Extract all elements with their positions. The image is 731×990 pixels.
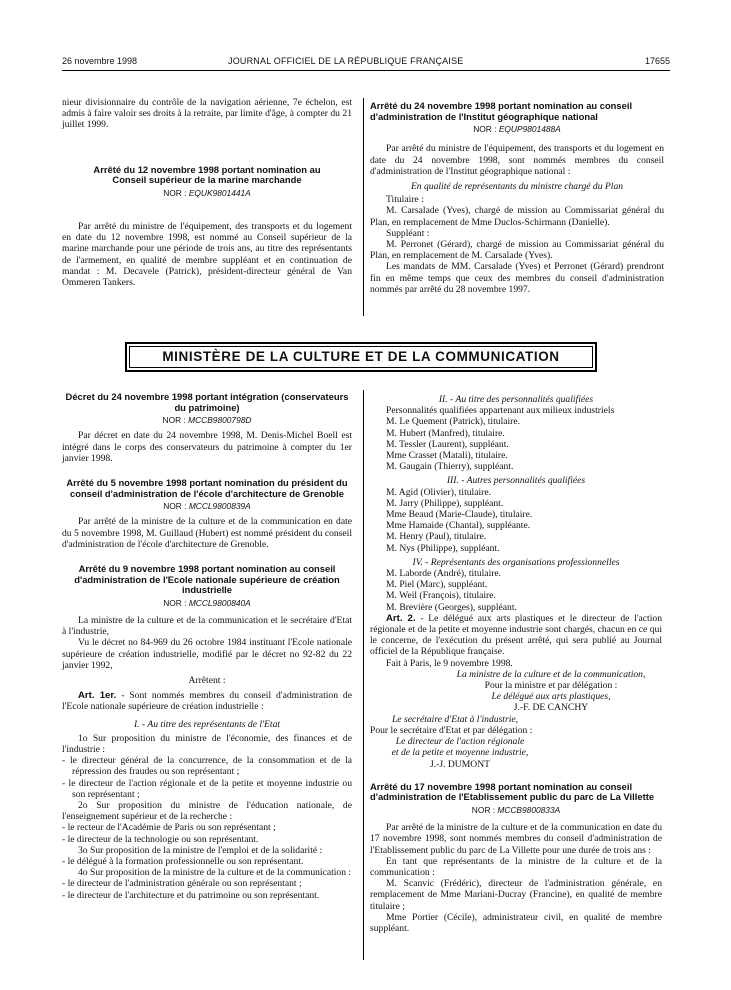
journal-title: JOURNAL OFFICIEL DE LA RÉPUBLIQUE FRANÇAISE [228,56,464,66]
signature-line: Le directeur de l'action régionale [395,736,525,748]
signature-date: Fait à Paris, le 9 novembre 1998. [386,657,513,669]
nor-reference: NOR : MCCL9800839A [163,501,251,512]
bottom-left-column [62,392,352,901]
nor-reference: NOR : EQUK9801441A [163,187,251,198]
article-body: M. Scanvic (Frédéric), directeur de l'administration générale, en remplacement de Mme Mariani-Ducray (Francine), en qualité de membre titulaire ; [370,878,662,912]
preamble: La ministre de la culture et de la communication et le secrétaire d'Etat à l'industrie, [62,614,352,638]
header-date: 26 novembre 1998 [62,56,138,66]
label-suppleant: Suppléant : [386,227,430,239]
column-divider-top [363,98,364,316]
arretent: Arrêtent : [188,675,226,686]
list-item: M. Le Quement (Patrick), titulaire. [386,416,521,428]
article-2: Art. 2. - Le délégué aux arts plastiques et le directeur de l'action régionale et de la petite et moyenne industrie sont chargés, chacun en ce qui le concerne, de l'exécution du présent arrêté, qui sera publié au Journal officiel de la République française. [370,612,662,658]
signature-block [370,714,540,725]
list-item: M. Jarry (Philippe), suppléant. [386,497,504,509]
decree-body: Par décret en date du 24 novembre 1998, M. Denis-Michel Boell est intégré dans le corps des conservateurs du patrimoine à compter du 1er janvier 1998. [62,430,352,464]
article-title: Arrêté du 24 novembre 1998 portant nomination au conseil d'administration de l'Institut géographique national [370,100,633,122]
member-list [370,416,662,472]
list-item: M. Hubert (Manfred), titulaire. [386,427,505,439]
list-item: Mme Crasset (Matali), titulaire. [386,450,508,462]
article-title: Arrêté du 9 novembre 1998 portant nomination au conseil d'administration de l'Ecole nationale supérieure de création industrielle [74,563,340,596]
label-titulaire: Titulaire : [386,194,424,206]
top-right-column [370,101,664,295]
article-body: Mme Portier (Cécile), administrateur civil, en qualité de membre suppléant. [370,911,662,934]
article-body: Par arrêté du ministre de l'équipement, des transports et du logement en date du 24 novembre 1998, sont nommés membres du conseil d'administration de l'Institut géographique national : [370,143,664,177]
signature-line: Pour la ministre et par délégation : [484,680,618,692]
nor-reference: NOR : MCCB9800833A [471,804,561,815]
list-item: M. Brevière (Georges), suppléant. [386,601,517,613]
list-item: - le délégué à la formation professionnelle ou son représentant. [62,856,304,868]
section-heading: III. - Autres personnalités qualifiées [446,475,586,487]
section-heading: En qualité de représentants du ministre chargé du Plan [410,181,624,192]
signature-block [370,736,550,770]
list-item: - le recteur de l'Académie de Paris ou son représentant ; [62,822,276,834]
signature-line: Le secrétaire d'Etat à l'industrie, [391,713,519,725]
list-item: - le directeur général de la concurrence, de la consommation et de la répression des fraudes ou son représentant ; [62,755,352,778]
page-header [62,56,670,70]
list-item: 1o Sur proposition du ministre de l'économie, des finances et de l'industrie : [62,732,352,756]
nor-reference: NOR : EQUP9801488A [473,124,561,135]
article-body: Par arrêté de la ministre de la culture et de la communication en date du 17 novembre 1998, sont nommés membres du conseil d'administration de l'Etablissement public du parc de La Villette pour une durée de trois ans : [370,822,662,856]
list-item: 2o Sur proposition du ministre de l'éducation nationale, de l'enseignement supérieur et de la recherche : [62,800,352,823]
list-item: Mme Hamaide (Chantal), suppléante. [386,520,531,532]
article-body: En tant que représentants de la ministre de la culture et de la communication : [370,855,662,878]
nor-reference: NOR : MCCL9800840A [163,597,251,608]
article-title: Arrêté du 5 novembre 1998 portant nomination du président du conseil d'administration de l'école d'architecture de Grenoble [66,477,348,499]
ministry-title: MINISTÈRE DE LA CULTURE ET DE LA COMMUNICATION [162,349,560,365]
list-item: M. Laborde (André), titulaire. [386,568,502,580]
member-list [370,568,662,613]
list-item: M. Gaugain (Thierry), suppléant. [386,461,514,473]
section-heading: I. - Au titre des représentants de l'Etat [133,718,281,730]
header-rule [62,70,670,71]
page-number: 17655 [644,56,670,66]
member-list [370,487,662,554]
list-item: Mme Beaud (Marie-Claude), titulaire. [386,509,533,521]
column-divider-bottom [363,390,364,960]
ministry-banner [125,342,597,372]
top-left-column [62,97,352,288]
list-item: M. Henry (Paul), titulaire. [386,531,487,543]
list-item: - le directeur de l'administration générale ou son représentant ; [62,878,302,890]
section-heading: II. - Au titre des personnalités qualifiées [438,394,594,405]
list-item: - le directeur de l'action régionale et de la petite et moyenne industrie ou son représentant ; [62,777,352,800]
nor-reference: NOR : MCCB9800798D [162,415,252,426]
signature-block [370,669,662,714]
article-1: Art. 1er. - Sont nommés membres du conseil d'administration de l'Ecole nationale supérieure de création industrielle : [62,690,352,713]
bottom-right-column [370,394,662,934]
article-body: Par arrêté du ministre de l'équipement, des transports et du logement en date du 12 novembre 1998, est nommé au Conseil supérieur de la marine marchande pour une période de trois ans, au titre des représentants de l'armement, en qualité de membre suppléant et en continuation de mandat : M. Decavele (Patrick), président-directeur général de Van Ommeren Tankers. [62,221,352,289]
list-item: - le directeur de la technologie ou son représentant. [62,833,259,845]
list-item: M. Nys (Philippe), suppléant. [386,542,500,554]
visa: Vu le décret no 84-969 du 26 octobre 1984 instituant l'Ecole nationale supérieure de création industrielle, modifié par le décret no 92-82 du 22 janvier 1992, [62,637,352,671]
suppleant-entry: M. Perronet (Gérard), chargé de mission au Commissariat général du Plan, en remplacement de M. Carsalade (Yves). [370,239,664,262]
subsection-intro: Personnalités qualifiées appartenant aux milieux industriels [386,405,615,417]
list-item: - le directeur de l'architecture et du patrimoine ou son représentant. [62,889,320,901]
mandate-text: Les mandats de MM. Carsalade (Yves) et Perronet (Gérard) prendront fin en même temps que ceux des membres du conseil d'administration nommés par arrêté du 28 novembre 1997. [370,261,664,295]
signature-name: J.-J. DUMONT [430,758,490,770]
signature-line: et de la petite et moyenne industrie, [391,747,529,759]
article-title: Arrêté du 17 novembre 1998 portant nomination au conseil d'administration de l'Etablissement public du parc de La Villette [370,780,655,803]
signature-line: Le délégué aux arts plastiques, [491,691,611,703]
list-item: M. Weil (François), titulaire. [386,590,496,602]
list-item: M. Piel (Marc), suppléant. [386,579,488,591]
section-heading: IV. - Représentants des organisations professionnelles [412,556,620,568]
signature-name: J.-F. DE CANCHY [513,702,589,714]
article-body: Par arrêté de la ministre de la culture et de la communication en date du 5 novembre 1998, M. Guillaud (Hubert) est nommé président du conseil d'administration de l'école d'architecture de Grenoble. [62,516,352,550]
list-item: 4o Sur proposition de la ministre de la culture et de la communication : [78,867,352,879]
signature-line: La ministre de la culture et de la communication, [456,668,646,680]
signature-line: Pour le secrétaire d'Etat et par délégation : [370,724,533,736]
list-item: 3o Sur proposition de la ministre de l'emploi et de la solidarité : [78,844,323,856]
continued-text: nieur divisionnaire du contrôle de la navigation aérienne, 7e échelon, est admis à faire valoir ses droits à la retraite, par limite d'âge, à compter du 21 juillet 1999. [62,97,352,131]
article-title: Arrêté du 12 novembre 1998 portant nomination au Conseil supérieur de la marine marchande [93,163,321,186]
list-item: M. Tessler (Laurent), suppléant. [386,438,509,450]
decree-title: Décret du 24 novembre 1998 portant intégration (conservateurs du patrimoine) [65,391,349,413]
titulaire-entry: M. Carsalade (Yves), chargé de mission au Commissariat général du Plan, en remplacement de Mme Duclos-Schirmann (Danielle). [370,205,664,228]
list-item: M. Agid (Olivier), titulaire. [386,486,491,498]
